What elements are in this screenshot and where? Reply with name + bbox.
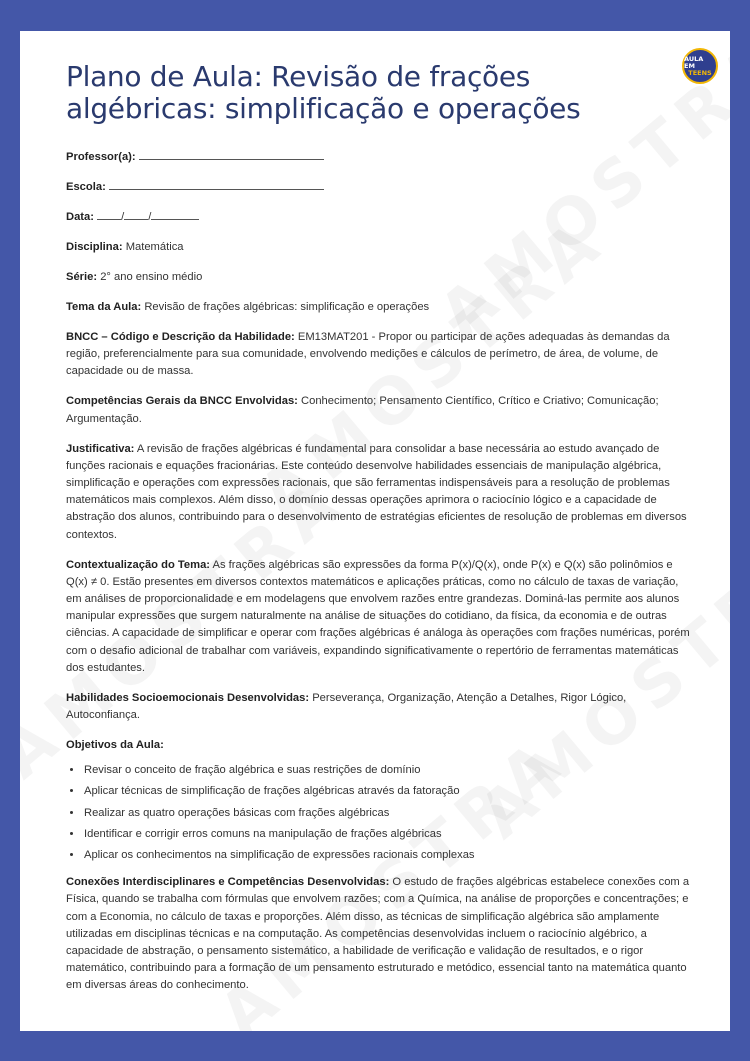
day-blank[interactable] — [97, 210, 121, 220]
year-blank[interactable] — [151, 210, 199, 220]
conexoes-section: Conexões Interdisciplinares e Competências Desenvolvidas: O estudo de frações algébricas estabelece conexões com a Física, quando se trabalha com fórmulas que envolvem razões; com a Química, na análise de proporções e concentrações; e com a Economia, no cálculo de taxas e proporções. Além disso, as técnicas de simplificação algébrica são amplamente utilizadas em disciplinas técnicas e na computação. As competências desenvolvidas incluem o raciocínio algébrico, a capacidade de abstração, o pensamento sistemático, a habilidade de verificação e validação de resultados, e o rigor matemático, contribuindo para a formação de um pensamento estruturado e metódico, essencial tanto na matemática quanto em diversas áreas do conhecimento. — [66, 876, 690, 992]
page-title: Plano de Aula: Revisão de frações algébricas: simplificação e operações — [66, 60, 581, 125]
contextualizacao-section: Contextualização do Tema: As frações algébricas são expressões da forma P(x)/Q(x), onde P(x) e Q(x) são polinômios e Q(x) ≠ 0. Estão presentes em diversos contextos matemáticos e aplicações práticas, como no cálculo de taxas de variação, em análises de proporcionalidade e em modelagens que envolvem razões entre grandezas. Dominá-las permite aos alunos manipular expressões que surgem naturalmente na análise de situações do cotidiano, da física, da economia e de outras ciências. A capacidade de simplificar e operar com frações algébricas é análoga às operações com frações numéricas, porém com o desafio adicional de trabalhar com variáveis, expandindo significativamente o repertório de ferramentas matemáticas dos estudantes. — [66, 558, 690, 674]
serie-field: Série: 2° ano ensino médio — [66, 271, 203, 283]
list-item: • Aplicar os conhecimentos na simplificação de expressões racionais complexas — [83, 847, 691, 864]
list-item: • Identificar e corrigir erros comuns na manipulação de frações algébricas — [83, 826, 691, 843]
disciplina-field: Disciplina: Matemática — [66, 241, 184, 253]
list-item: • Revisar o conceito de fração algébrica e suas restrições de domínio — [83, 762, 691, 779]
escola-blank[interactable] — [109, 180, 324, 190]
document-body — [66, 149, 691, 1007]
document-page — [20, 31, 730, 1031]
tema-field: Tema da Aula: Revisão de frações algébricas: simplificação e operações — [66, 301, 430, 313]
bncc-section: BNCC – Código e Descrição da Habilidade: EM13MAT201 - Propor ou participar de ações adequadas às demandas da região, preferencialmente para sua comunidade, envolvendo medições e cálculos de perímetro, de área, de volume, de capacidade ou de massa. — [66, 331, 670, 378]
justificativa-section: Justificativa: A revisão de frações algébricas é fundamental para consolidar a base necessária ao estudo avançado de funções racionais e equações fracionárias. Este conteúdo desenvolve habilidades essenciais de manipulação algébrica, simplificação e operações com expressões racionais, que são ferramentas indispensáveis para a resolução de problemas matemáticos mais complexos. Além disso, o domínio dessas operações aprimora o raciocínio lógico e a capacidade de abstração dos alunos, contribuindo para o desenvolvimento de estratégias eficientes de resolução de problemas em diversos contextos. — [66, 442, 687, 541]
brand-logo: AULA EM TEENS — [682, 48, 718, 84]
objetivos-list — [66, 762, 691, 864]
list-item: • Aplicar técnicas de simplificação de frações algébricas através da fatoração — [83, 783, 691, 800]
list-item: • Realizar as quatro operações básicas com frações algébricas — [83, 805, 691, 822]
objetivos-heading: Objetivos da Aula: — [66, 739, 164, 752]
escola-field: Escola: — [66, 179, 691, 196]
month-blank[interactable] — [124, 210, 148, 220]
competencias-section: Competências Gerais da BNCC Envolvidas: Conhecimento; Pensamento Científico, Crítico e Criativo; Comunicação; Argumentação. — [66, 395, 659, 425]
habilidades-section: Habilidades Socioemocionais Desenvolvidas: Perseverança, Organização, Atenção a Detalhes, Rigor Lógico, Autoconfiança. — [66, 691, 627, 722]
professor-blank[interactable] — [139, 150, 324, 160]
data-field: Data: / / — [66, 209, 691, 226]
professor-field: Professor(a): — [66, 149, 691, 166]
